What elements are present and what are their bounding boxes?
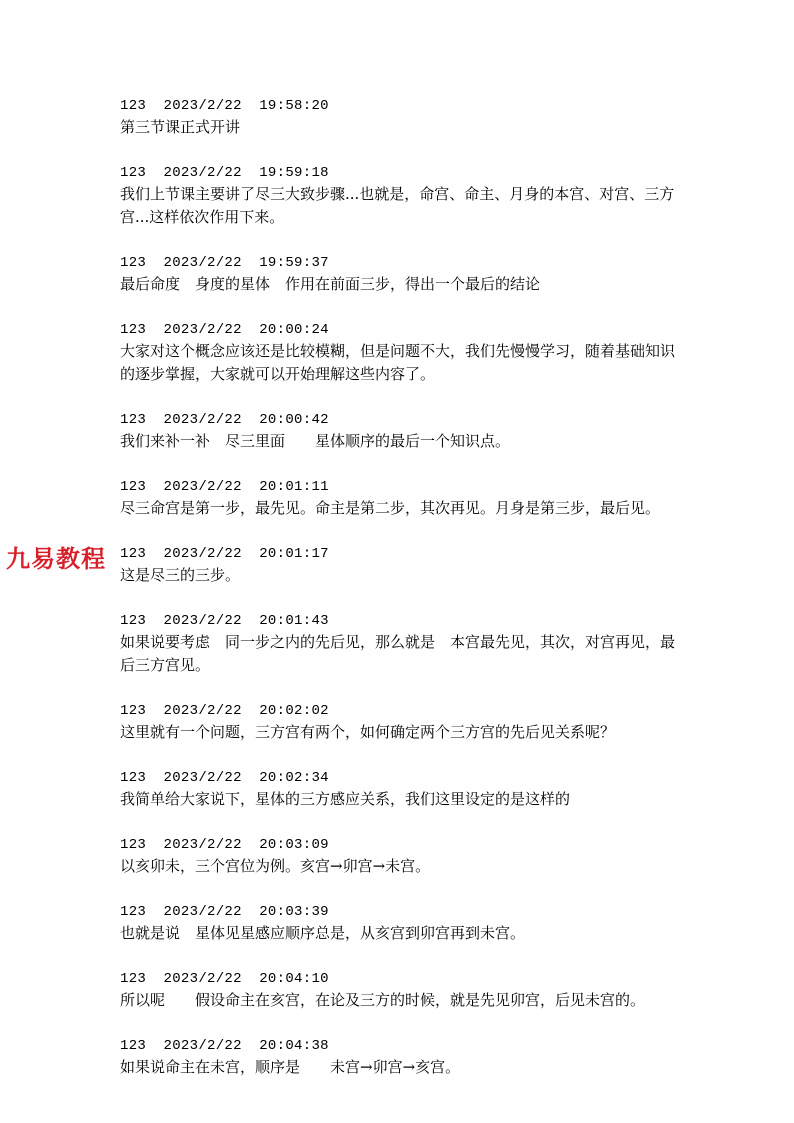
message-text: 我们上节课主要讲了尽三大致步骤...也就是，命宫、命主、月身的本宫、对宫、三方宫...这样依次作用下来。 <box>120 185 675 226</box>
message-text: 以亥卯未，三个宫位为例。亥宫→卯宫→未宫。 <box>120 857 431 875</box>
message-date: 2023/2/22 <box>163 165 242 181</box>
chat-message <box>120 1036 680 1079</box>
message-meta <box>120 902 680 922</box>
message-date: 2023/2/22 <box>163 837 242 853</box>
message-user: 123 <box>120 165 147 181</box>
message-user: 123 <box>120 322 147 338</box>
message-meta <box>120 768 680 788</box>
message-user: 123 <box>120 837 147 853</box>
message-date: 2023/2/22 <box>163 412 242 428</box>
message-user: 123 <box>120 98 147 114</box>
message-time: 20:03:39 <box>259 904 329 920</box>
message-text: 我们来补一补 尽三里面 星体顺序的最后一个知识点。 <box>120 432 511 450</box>
message-time: 20:00:24 <box>259 322 329 338</box>
message-date: 2023/2/22 <box>163 1038 242 1054</box>
message-time: 19:58:20 <box>259 98 329 114</box>
message-text: 尽三命宫是第一步，最先见。命主是第二步，其次再见。月身是第三步，最后见。 <box>120 499 661 517</box>
chat-message <box>120 477 680 520</box>
watermark-logo: 九易教程 <box>6 545 106 573</box>
message-time: 19:59:37 <box>259 255 329 271</box>
message-meta <box>120 96 680 116</box>
message-time: 19:59:18 <box>259 165 329 181</box>
chat-message <box>120 768 680 811</box>
message-user: 123 <box>120 971 147 987</box>
message-meta <box>120 410 680 430</box>
message-date: 2023/2/22 <box>163 770 242 786</box>
message-meta <box>120 477 680 497</box>
message-meta <box>120 544 680 564</box>
message-meta <box>120 701 680 721</box>
message-meta <box>120 1036 680 1056</box>
message-text: 第三节课正式开讲 <box>120 118 241 136</box>
message-user: 123 <box>120 412 147 428</box>
message-date: 2023/2/22 <box>163 703 242 719</box>
message-text: 也就是说 星体见星感应顺序总是，从亥宫到卯宫再到未宫。 <box>120 924 526 942</box>
message-user: 123 <box>120 255 147 271</box>
message-date: 2023/2/22 <box>163 971 242 987</box>
message-user: 123 <box>120 904 147 920</box>
message-date: 2023/2/22 <box>163 98 242 114</box>
message-text: 如果说要考虑 同一步之内的先后见，那么就是 本宫最先见，其次，对宫再见，最后三方宫见。 <box>120 633 676 674</box>
message-user: 123 <box>120 479 147 495</box>
message-user: 123 <box>120 1038 147 1054</box>
message-meta <box>120 163 680 183</box>
message-meta <box>120 253 680 273</box>
chat-message <box>120 163 680 229</box>
message-user: 123 <box>120 703 147 719</box>
message-date: 2023/2/22 <box>163 904 242 920</box>
message-text: 大家对这个概念应该还是比较模糊，但是问题不大，我们先慢慢学习，随着基础知识的逐步掌握，大家就可以开始理解这些内容了。 <box>120 342 676 383</box>
message-text: 这是尽三的三步。 <box>120 566 241 584</box>
chat-message <box>120 701 680 744</box>
message-text: 我简单给大家说下，星体的三方感应关系，我们这里设定的是这样的 <box>120 790 571 808</box>
message-meta <box>120 969 680 989</box>
chat-message <box>120 611 680 677</box>
chat-message <box>120 544 680 587</box>
message-date: 2023/2/22 <box>163 479 242 495</box>
message-time: 20:04:10 <box>259 971 329 987</box>
message-time: 20:02:02 <box>259 703 329 719</box>
message-time: 20:01:43 <box>259 613 329 629</box>
message-time: 20:01:17 <box>259 546 329 562</box>
message-date: 2023/2/22 <box>163 322 242 338</box>
chat-message <box>120 96 680 139</box>
chat-message <box>120 410 680 453</box>
message-text: 所以呢 假设命主在亥宫，在论及三方的时候，就是先见卯宫，后见未宫的。 <box>120 991 646 1009</box>
message-time: 20:03:09 <box>259 837 329 853</box>
chat-log <box>120 96 680 1103</box>
message-date: 2023/2/22 <box>163 546 242 562</box>
message-time: 20:00:42 <box>259 412 329 428</box>
message-time: 20:02:34 <box>259 770 329 786</box>
message-text: 如果说命主在未宫，顺序是 未宫→卯宫→亥宫。 <box>120 1058 461 1076</box>
chat-message <box>120 253 680 296</box>
message-user: 123 <box>120 546 147 562</box>
chat-message <box>120 320 680 386</box>
message-text: 这里就有一个问题，三方宫有两个，如何确定两个三方宫的先后见关系呢？ <box>120 723 616 741</box>
chat-message <box>120 902 680 945</box>
message-user: 123 <box>120 770 147 786</box>
message-time: 20:04:38 <box>259 1038 329 1054</box>
chat-message <box>120 835 680 878</box>
message-time: 20:01:11 <box>259 479 329 495</box>
chat-message <box>120 969 680 1012</box>
message-meta <box>120 611 680 631</box>
message-meta <box>120 835 680 855</box>
message-user: 123 <box>120 613 147 629</box>
message-date: 2023/2/22 <box>163 255 242 271</box>
message-text: 最后命度 身度的星体 作用在前面三步，得出一个最后的结论 <box>120 275 541 293</box>
message-date: 2023/2/22 <box>163 613 242 629</box>
message-meta <box>120 320 680 340</box>
